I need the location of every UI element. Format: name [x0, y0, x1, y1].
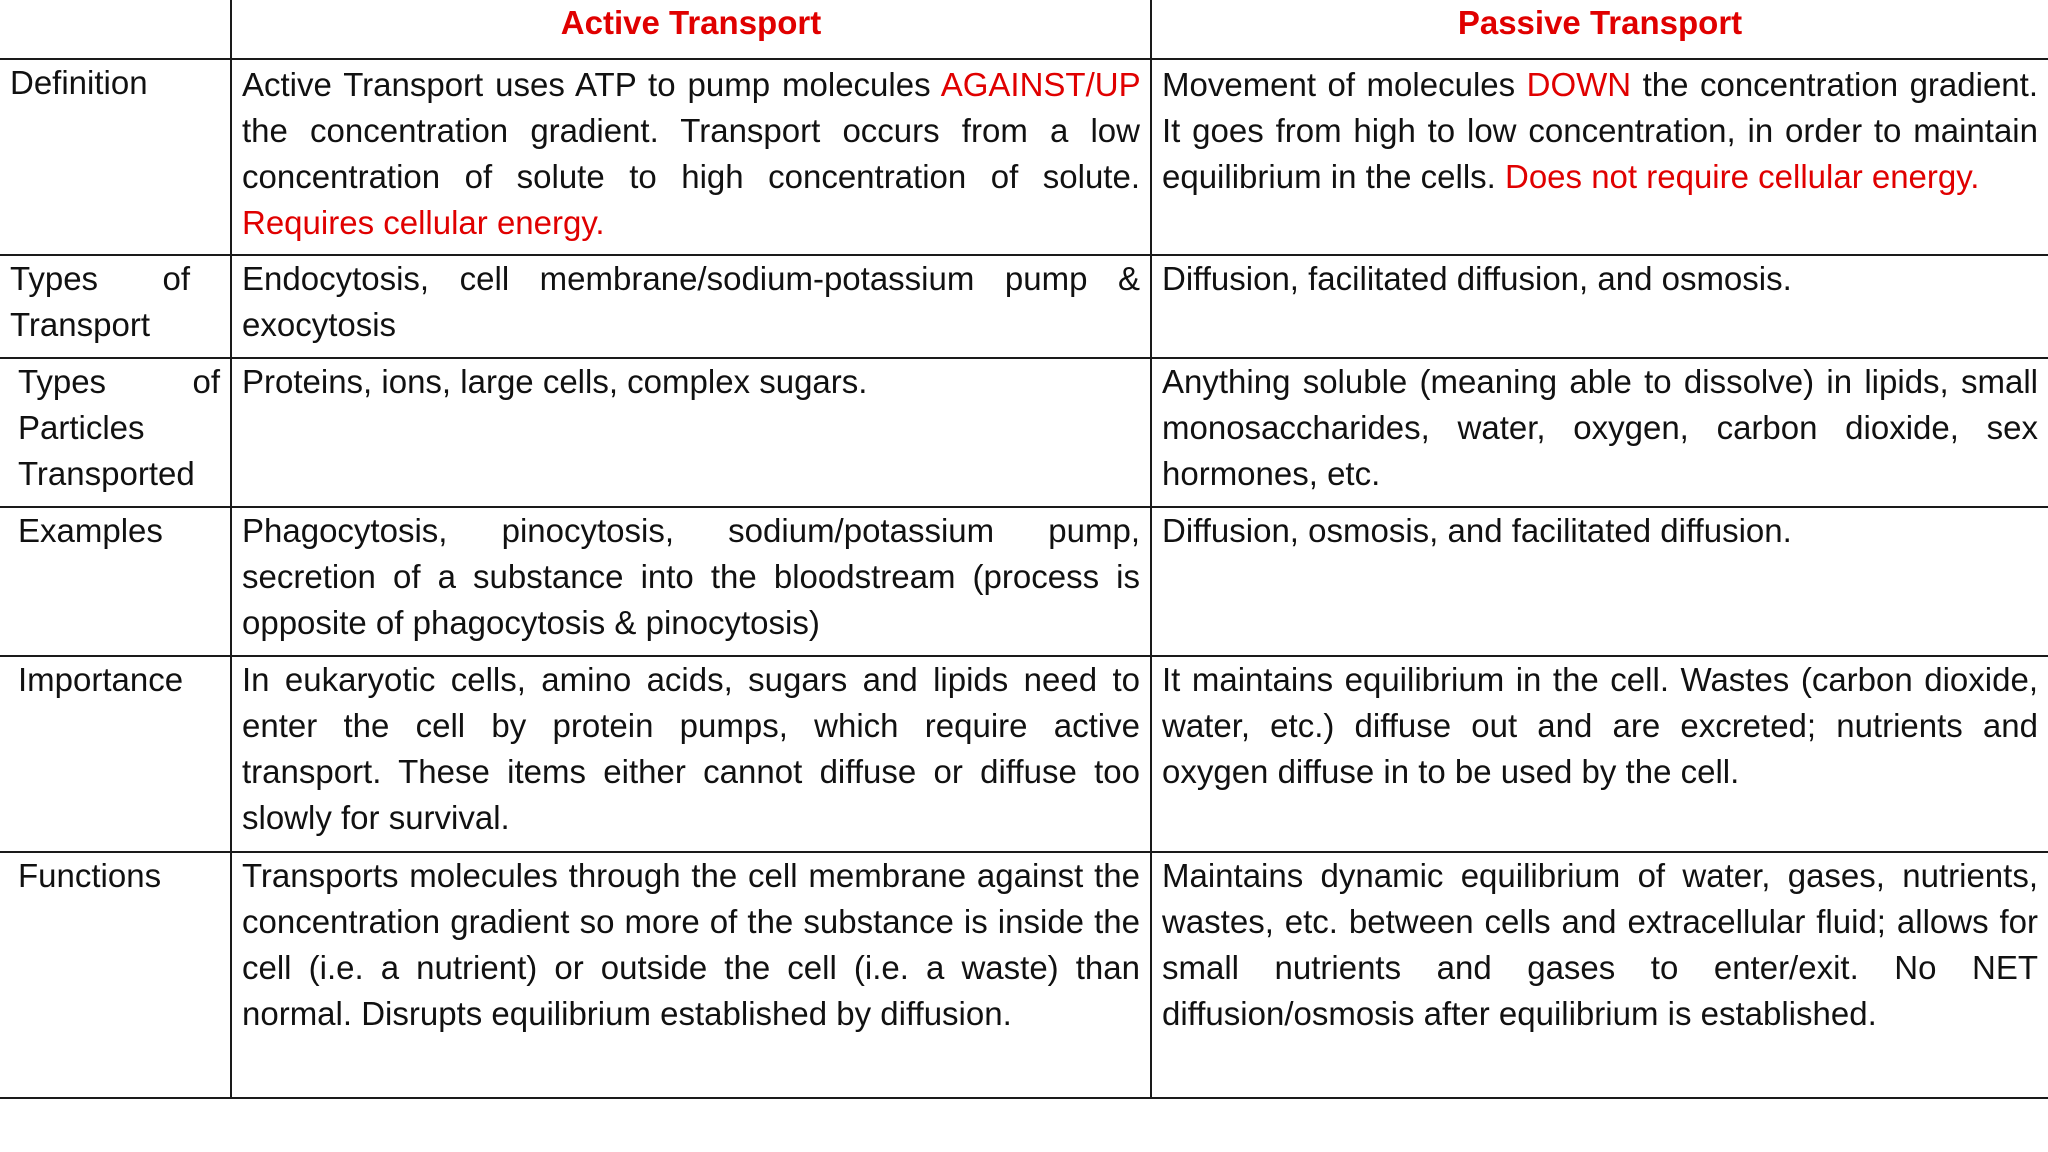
examples-active-cell: Phagocytosis, pinocytosis, sodium/potassium pump, secretion of a substance into the bloodstream (process is opposite of phagocytosis & pinocytosis)	[231, 507, 1151, 656]
definition-passive-part-3: the concentration gradient. It goes from high to low concentration, in order to maintain equilibrium in the cells.	[1162, 66, 2039, 195]
row-label-types-of-particles: Types of Particles Transported	[0, 358, 231, 507]
row-types-of-particles	[0, 358, 2048, 507]
types-of-transport-passive-cell: Diffusion, facilitated diffusion, and osmosis.	[1151, 255, 2048, 358]
header-blank-cell	[0, 0, 231, 59]
header-passive-transport: Passive Transport	[1151, 0, 2048, 59]
importance-active-cell: In eukaryotic cells, amino acids, sugars and lipids need to enter the cell by protein pumps, which require active transport. These items either cannot diffuse or diffuse too slowly for survival.	[231, 656, 1151, 852]
definition-active-against-up: AGAINST/UP	[940, 66, 1140, 103]
header-row	[0, 0, 2048, 59]
row-functions	[0, 852, 2048, 1098]
functions-passive-cell: Maintains dynamic equilibrium of water, gases, nutrients, wastes, etc. between cells and extracellular fluid; allows for small nutrients and gases to enter/exit. No NET diffusion/osmosis after equilibrium is established.	[1151, 852, 2048, 1098]
definition-passive-cell	[1151, 59, 2048, 255]
row-label-functions: Functions	[0, 852, 231, 1098]
examples-passive-cell: Diffusion, osmosis, and facilitated diffusion.	[1151, 507, 2048, 656]
definition-active-part-1: Active Transport uses ATP to pump molecules	[242, 66, 941, 103]
row-importance	[0, 656, 2048, 852]
row-definition	[0, 59, 2048, 255]
row-types-of-transport	[0, 255, 2048, 358]
types-of-transport-active-cell: Endocytosis, cell membrane/sodium-potassium pump & exocytosis	[231, 255, 1151, 358]
definition-passive-down: DOWN	[1526, 66, 1632, 103]
functions-active-cell: Transports molecules through the cell membrane against the concentration gradient so more of the substance is inside the cell (i.e. a nutrient) or outside the cell (i.e. a waste) than normal. Disrupts equilibrium established by diffusion.	[231, 852, 1151, 1098]
importance-passive-cell: It maintains equilibrium in the cell. Wastes (carbon dioxide, water, etc.) diffuse out and are excreted; nutrients and oxygen diffuse in to be used by the cell.	[1151, 656, 2048, 852]
definition-active-requires-energy: Requires cellular energy.	[242, 204, 605, 241]
row-examples	[0, 507, 2048, 656]
header-active-transport: Active Transport	[231, 0, 1151, 59]
row-label-types-of-transport: Types of Transport	[0, 255, 231, 358]
definition-passive-no-energy: Does not require cellular energy.	[1505, 158, 1980, 195]
definition-passive-part-1: Movement of molecules	[1162, 66, 1527, 103]
row-label-definition: Definition	[0, 59, 231, 255]
types-of-particles-passive-cell: Anything soluble (meaning able to dissolve) in lipids, small monosaccharides, water, oxygen, carbon dioxide, sex hormones, etc.	[1151, 358, 2048, 507]
definition-active-part-3: the concentration gradient. Transport occurs from a low concentration of solute to high concentration of solute.	[242, 112, 1140, 195]
types-of-particles-active-cell: Proteins, ions, large cells, complex sugars.	[231, 358, 1151, 507]
row-label-importance: Importance	[0, 656, 231, 852]
row-label-examples: Examples	[0, 507, 231, 656]
definition-active-cell	[231, 59, 1151, 255]
